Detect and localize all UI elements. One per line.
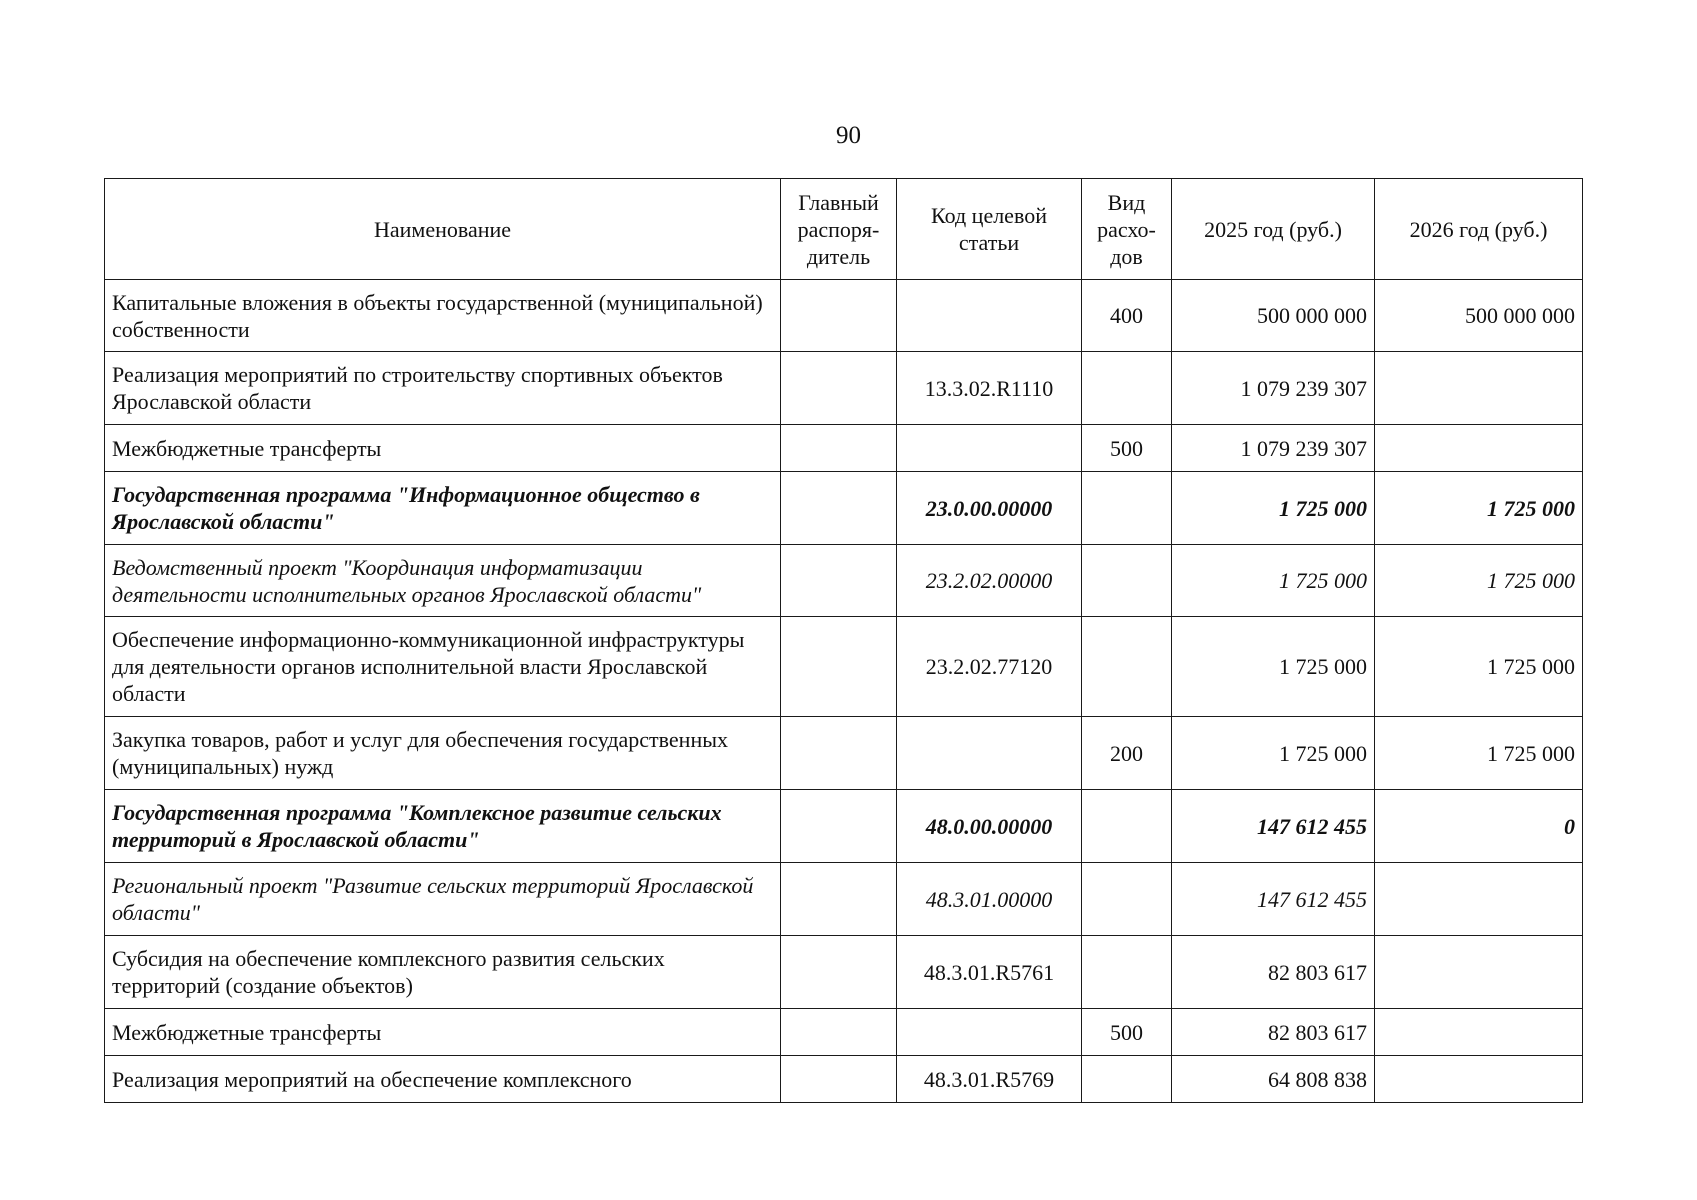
table-row	[105, 472, 1583, 545]
cell-kind	[1082, 472, 1172, 545]
cell-kind	[1082, 790, 1172, 863]
cell-name: Субсидия на обеспечение комплексного развития сельских территорий (создание объектов)	[105, 936, 781, 1009]
header-2026: 2026 год (руб.)	[1375, 179, 1583, 280]
cell-name: Капитальные вложения в объекты государственной (муниципальной) собственности	[105, 280, 781, 352]
cell-kind	[1082, 863, 1172, 936]
cell-2025: 1 725 000	[1172, 472, 1375, 545]
cell-code	[897, 280, 1082, 352]
cell-name: Государственная программа "Информационное общество в Ярославской области"	[105, 472, 781, 545]
cell-code	[897, 717, 1082, 790]
cell-2026	[1375, 352, 1583, 425]
cell-admin	[781, 790, 897, 863]
cell-name: Ведомственный проект "Координация информатизации деятельности исполнительных органов Ярославской области"	[105, 545, 781, 617]
cell-code: 48.3.01.R5769	[897, 1056, 1082, 1103]
header-kind: Вид расхо-дов	[1082, 179, 1172, 280]
cell-2026: 500 000 000	[1375, 280, 1583, 352]
header-2025: 2025 год (руб.)	[1172, 179, 1375, 280]
cell-code	[897, 1009, 1082, 1056]
cell-admin	[781, 545, 897, 617]
cell-admin	[781, 617, 897, 717]
cell-name: Региональный проект "Развитие сельских территорий Ярославской области"	[105, 863, 781, 936]
cell-admin	[781, 936, 897, 1009]
cell-2025: 500 000 000	[1172, 280, 1375, 352]
cell-2025: 147 612 455	[1172, 863, 1375, 936]
cell-code: 48.3.01.00000	[897, 863, 1082, 936]
table-body	[105, 280, 1583, 1103]
cell-kind	[1082, 936, 1172, 1009]
cell-admin	[781, 717, 897, 790]
cell-2025: 1 725 000	[1172, 545, 1375, 617]
cell-2026	[1375, 936, 1583, 1009]
table-header-row	[105, 179, 1583, 280]
cell-admin	[781, 280, 897, 352]
table-row	[105, 717, 1583, 790]
cell-2026	[1375, 1009, 1583, 1056]
cell-code: 48.0.00.00000	[897, 790, 1082, 863]
cell-kind: 200	[1082, 717, 1172, 790]
cell-name: Межбюджетные трансферты	[105, 425, 781, 472]
cell-admin	[781, 352, 897, 425]
table-row	[105, 1056, 1583, 1103]
cell-name: Межбюджетные трансферты	[105, 1009, 781, 1056]
cell-name: Закупка товаров, работ и услуг для обеспечения государственных (муниципальных) нужд	[105, 717, 781, 790]
budget-table	[104, 178, 1583, 1103]
cell-2026: 1 725 000	[1375, 472, 1583, 545]
table-row	[105, 352, 1583, 425]
cell-2025: 1 079 239 307	[1172, 425, 1375, 472]
header-admin: Главный распоря-дитель	[781, 179, 897, 280]
cell-admin	[781, 1056, 897, 1103]
cell-code	[897, 425, 1082, 472]
cell-admin	[781, 472, 897, 545]
cell-kind: 400	[1082, 280, 1172, 352]
cell-name: Обеспечение информационно-коммуникационной инфраструктуры для деятельности органов исполнительной власти Ярославской области	[105, 617, 781, 717]
cell-admin	[781, 863, 897, 936]
cell-admin	[781, 1009, 897, 1056]
cell-2026: 1 725 000	[1375, 545, 1583, 617]
cell-kind: 500	[1082, 425, 1172, 472]
cell-code: 23.2.02.77120	[897, 617, 1082, 717]
header-name: Наименование	[105, 179, 781, 280]
cell-2025: 1 725 000	[1172, 617, 1375, 717]
table-row	[105, 617, 1583, 717]
page-number: 90	[836, 122, 861, 149]
cell-code: 23.2.02.00000	[897, 545, 1082, 617]
cell-kind	[1082, 352, 1172, 425]
table-row	[105, 790, 1583, 863]
cell-kind	[1082, 545, 1172, 617]
cell-2026	[1375, 863, 1583, 936]
cell-kind	[1082, 617, 1172, 717]
cell-name: Реализация мероприятий на обеспечение комплексного	[105, 1056, 781, 1103]
cell-2026: 1 725 000	[1375, 717, 1583, 790]
table-row	[105, 425, 1583, 472]
cell-code: 23.0.00.00000	[897, 472, 1082, 545]
cell-code: 48.3.01.R5761	[897, 936, 1082, 1009]
cell-2025: 82 803 617	[1172, 936, 1375, 1009]
cell-name: Государственная программа "Комплексное развитие сельских территорий в Ярославской области"	[105, 790, 781, 863]
cell-kind	[1082, 1056, 1172, 1103]
cell-2025: 64 808 838	[1172, 1056, 1375, 1103]
cell-2025: 1 079 239 307	[1172, 352, 1375, 425]
header-code: Код целевой статьи	[897, 179, 1082, 280]
table-row	[105, 1009, 1583, 1056]
cell-2025: 82 803 617	[1172, 1009, 1375, 1056]
cell-2026: 0	[1375, 790, 1583, 863]
cell-admin	[781, 425, 897, 472]
table-row	[105, 863, 1583, 936]
cell-2025: 147 612 455	[1172, 790, 1375, 863]
table-row	[105, 280, 1583, 352]
cell-2026	[1375, 1056, 1583, 1103]
cell-2025: 1 725 000	[1172, 717, 1375, 790]
cell-2026: 1 725 000	[1375, 617, 1583, 717]
cell-name: Реализация мероприятий по строительству спортивных объектов Ярославской области	[105, 352, 781, 425]
cell-kind: 500	[1082, 1009, 1172, 1056]
table-row	[105, 936, 1583, 1009]
table-row	[105, 545, 1583, 617]
cell-code: 13.3.02.R1110	[897, 352, 1082, 425]
cell-2026	[1375, 425, 1583, 472]
